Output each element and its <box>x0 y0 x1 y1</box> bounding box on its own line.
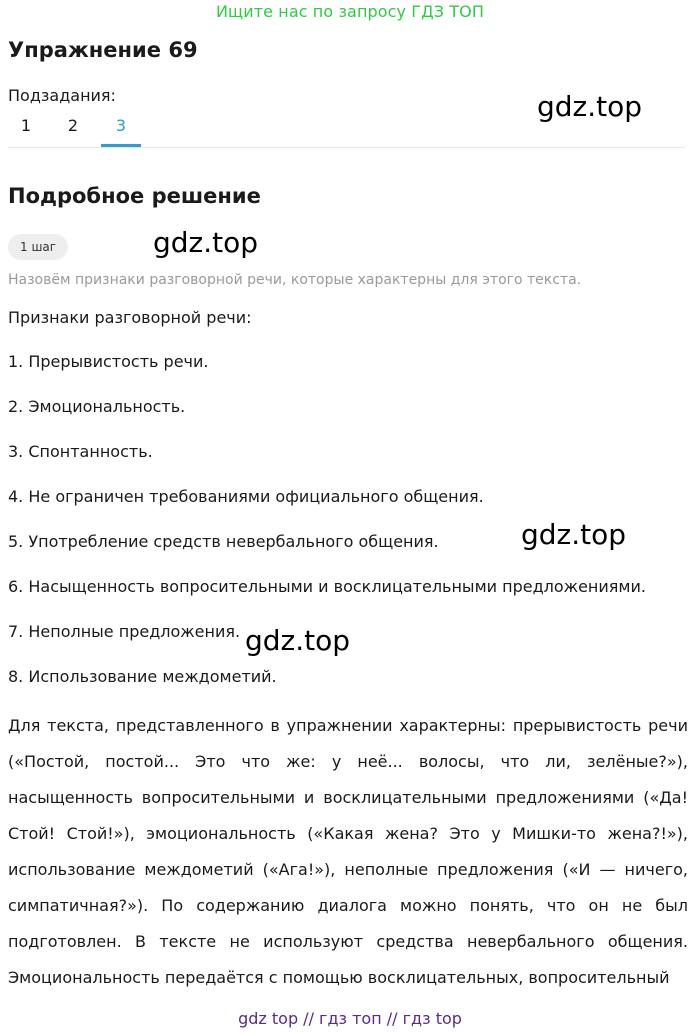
list-item: 7. Неполные предложения. <box>8 622 241 641</box>
list-item: 6. Насыщенность вопросительными и восклицательными предложениями. <box>8 577 646 596</box>
watermark-gdz-top: gdz.top <box>521 518 627 551</box>
list-item: 5. Употребление средств невербального общения. <box>8 532 439 551</box>
footer-watermark: gdz top // гдз топ // гдз top <box>238 1009 462 1028</box>
list-item: 3. Спонтанность. <box>8 442 153 461</box>
subtasks-label: Подзадания: <box>8 86 116 105</box>
solution-heading: Признаки разговорной речи: <box>8 308 252 327</box>
list-item: 1. Прерывистость речи. <box>8 352 209 371</box>
page-title: Упражнение 69 <box>8 38 198 62</box>
list-item: 8. Использование междометий. <box>8 667 277 686</box>
top-banner: Ищите нас по запросу ГДЗ ТОП <box>215 2 485 21</box>
step-badge: 1 шаг <box>8 234 68 260</box>
subtask-tab-2[interactable]: 2 <box>67 116 79 135</box>
watermark-gdz-top: gdz.top <box>537 90 643 123</box>
subtask-tab-3[interactable]: 3 <box>101 110 141 147</box>
list-item: 4. Не ограничен требованиями официального общения. <box>8 487 484 506</box>
list-item: 2. Эмоциональность. <box>8 397 186 416</box>
subtask-tab-1[interactable]: 1 <box>20 116 32 135</box>
solution-paragraph: Для текста, представленного в упражнении характерны: прерывистость речи («Постой, постой... Это что же: у неё... волосы, что ли, зелёные?»), насыщенность вопросительными и восклицательными предложениями («Да! Стой! Стой!»), эмоциональность («Какая жена? Это у Мишки-то жена?!»), использование междометий («Ага!»), неполные предложения («И — ничего, симпатичная?»). По содержанию диалога можно понять, что он не был подготовлен. В тексте не используют средства невербального общения. Эмоциональность передаётся с помощью восклицательных, вопросительный <box>8 716 688 987</box>
step-hint: Назовём признаки разговорной речи, которые характерны для этого текста. <box>8 272 582 288</box>
watermark-gdz-top: gdz.top <box>245 624 351 657</box>
section-title: Подробное решение <box>8 184 261 208</box>
watermark-gdz-top: gdz.top <box>153 226 259 259</box>
